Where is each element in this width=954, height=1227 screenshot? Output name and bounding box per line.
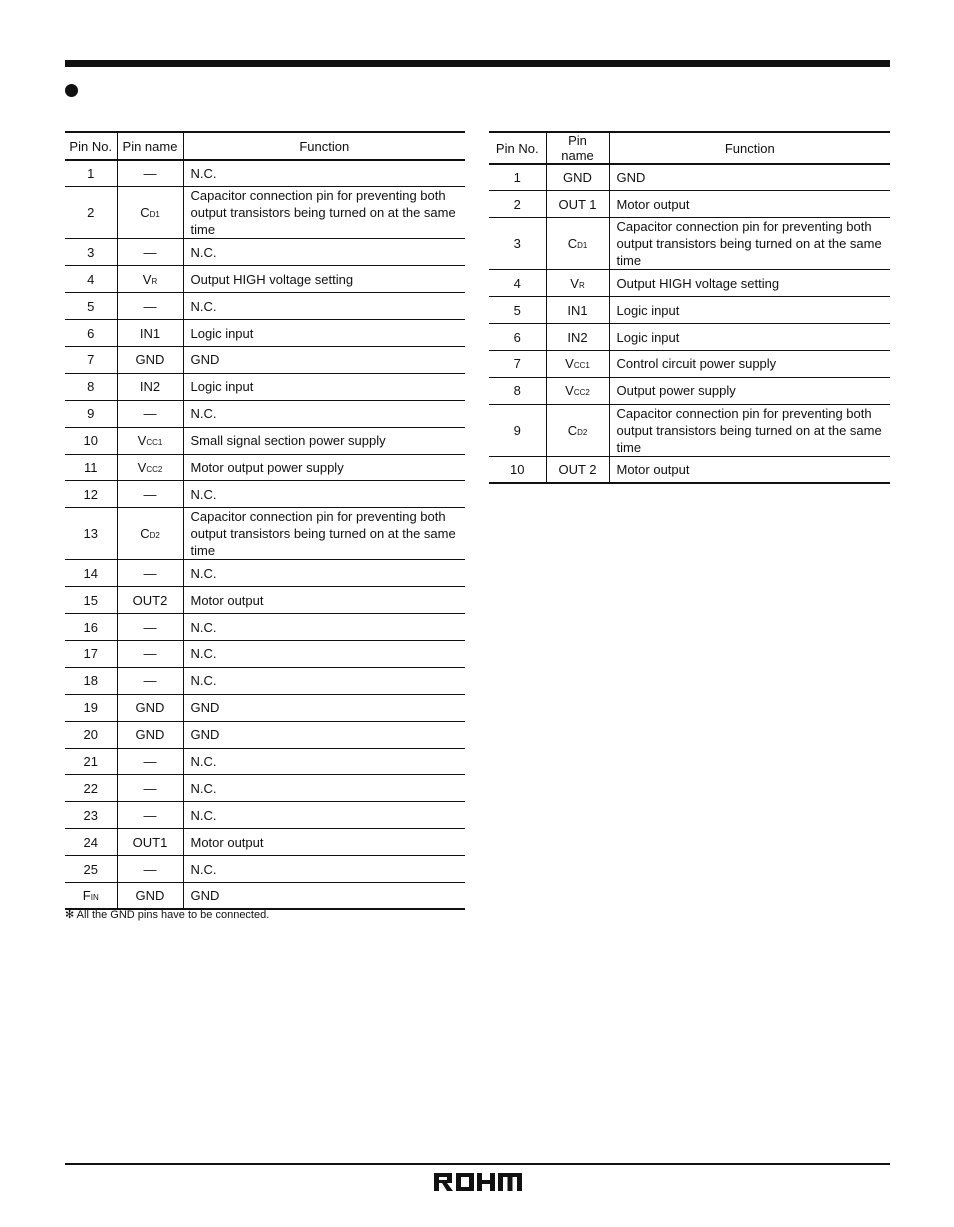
pin-number: 20	[65, 721, 117, 748]
pin-name: —	[117, 560, 183, 587]
pin-name: GND	[117, 721, 183, 748]
pin-number: 1	[489, 164, 546, 191]
table-row	[489, 350, 890, 377]
pin-function: N.C.	[183, 748, 465, 775]
table-row	[65, 239, 465, 266]
pin-function: Control circuit power supply	[609, 350, 890, 377]
pin-name: —	[117, 481, 183, 508]
pin-number: 9	[65, 400, 117, 427]
table-row	[65, 587, 465, 614]
pin-function: Logic input	[609, 297, 890, 324]
pin-number: 4	[489, 270, 546, 297]
pin-number: 14	[65, 560, 117, 587]
pin-function: N.C.	[183, 775, 465, 802]
table-row	[65, 802, 465, 829]
table-row	[65, 614, 465, 641]
pin-function: N.C.	[183, 481, 465, 508]
table-row	[489, 456, 890, 483]
pin-name: OUT 2	[546, 456, 609, 483]
pin-function: GND	[183, 346, 465, 373]
pin-name: CD1	[546, 218, 609, 270]
pin-name: —	[117, 856, 183, 883]
table-row	[65, 560, 465, 587]
pin-number: 8	[489, 377, 546, 404]
pin-name: VCC1	[546, 350, 609, 377]
table-header-row	[489, 132, 890, 164]
table-row	[65, 775, 465, 802]
table-row	[65, 187, 465, 239]
pin-name: —	[117, 614, 183, 641]
pin-function: GND	[183, 721, 465, 748]
header-pin-no: Pin No.	[65, 132, 117, 160]
pin-name: GND	[546, 164, 609, 191]
pin-name: VR	[117, 266, 183, 293]
pin-function: GND	[183, 882, 465, 909]
pin-number: 10	[65, 427, 117, 454]
pin-number: 15	[65, 587, 117, 614]
table-row	[489, 164, 890, 191]
pin-name: VCC1	[117, 427, 183, 454]
top-rule	[65, 60, 890, 67]
table-row	[65, 721, 465, 748]
table-row	[65, 667, 465, 694]
pin-number: 2	[489, 191, 546, 218]
pin-name: OUT1	[117, 829, 183, 856]
pin-number: 13	[65, 508, 117, 560]
pin-function: Capacitor connection pin for preventing both output transistors being turned on at the same time	[183, 508, 465, 560]
table-row	[65, 856, 465, 883]
pin-number: 3	[489, 218, 546, 270]
pin-function: N.C.	[183, 560, 465, 587]
rohm-logo	[433, 1172, 523, 1192]
table-row	[65, 454, 465, 481]
pin-function: N.C.	[183, 160, 465, 187]
pin-name: CD2	[117, 508, 183, 560]
table-row	[65, 694, 465, 721]
pin-number: 24	[65, 829, 117, 856]
pin-function: Output HIGH voltage setting	[609, 270, 890, 297]
pin-number: 6	[489, 324, 546, 351]
pin-number: 2	[65, 187, 117, 239]
pin-function: Logic input	[609, 324, 890, 351]
table-row	[65, 427, 465, 454]
pin-number: 7	[489, 350, 546, 377]
table-row	[65, 640, 465, 667]
pin-function: Capacitor connection pin for preventing both output transistors being turned on at the same time	[609, 404, 890, 456]
table-row	[65, 508, 465, 560]
pin-function: N.C.	[183, 856, 465, 883]
table-row	[489, 218, 890, 270]
pin-number: 9	[489, 404, 546, 456]
pin-number: 3	[65, 239, 117, 266]
pin-function: GND	[183, 694, 465, 721]
pin-name: GND	[117, 346, 183, 373]
pin-function: N.C.	[183, 802, 465, 829]
bottom-rule	[65, 1163, 890, 1165]
pin-function: GND	[609, 164, 890, 191]
pin-function: N.C.	[183, 640, 465, 667]
pin-number: 7	[65, 346, 117, 373]
pin-name: —	[117, 640, 183, 667]
pin-function: N.C.	[183, 400, 465, 427]
table-row	[65, 400, 465, 427]
pin-number: 25	[65, 856, 117, 883]
pin-number: 1	[65, 160, 117, 187]
pin-name: IN2	[117, 373, 183, 400]
pin-name: GND	[117, 882, 183, 909]
pin-number: 17	[65, 640, 117, 667]
table-row	[489, 297, 890, 324]
footnote: ✻ All the GND pins have to be connected.	[65, 909, 270, 921]
pin-function: N.C.	[183, 239, 465, 266]
pin-function: N.C.	[183, 614, 465, 641]
pin-function: N.C.	[183, 667, 465, 694]
pin-name: —	[117, 160, 183, 187]
pin-table-right	[489, 131, 890, 484]
table-row	[65, 829, 465, 856]
pin-number: FIN	[65, 882, 117, 909]
table-row	[489, 404, 890, 456]
table-row	[65, 481, 465, 508]
pin-name: IN1	[117, 320, 183, 347]
pin-name: —	[117, 400, 183, 427]
pin-number: 5	[65, 293, 117, 320]
pin-name: GND	[117, 694, 183, 721]
pin-number: 10	[489, 456, 546, 483]
pin-name: —	[117, 802, 183, 829]
header-pin-name: Pin name	[546, 132, 609, 164]
pin-function: Motor output power supply	[183, 454, 465, 481]
pin-function: Small signal section power supply	[183, 427, 465, 454]
pin-function: Output power supply	[609, 377, 890, 404]
pin-function: Motor output	[609, 456, 890, 483]
pin-number: 6	[65, 320, 117, 347]
pin-name: CD1	[117, 187, 183, 239]
pin-function: Motor output	[609, 191, 890, 218]
pin-name: VR	[546, 270, 609, 297]
pin-function: Logic input	[183, 320, 465, 347]
pin-number: 12	[65, 481, 117, 508]
table-row	[65, 160, 465, 187]
pin-function: Motor output	[183, 829, 465, 856]
pin-number: 11	[65, 454, 117, 481]
table-row	[65, 882, 465, 909]
pin-name: VCC2	[546, 377, 609, 404]
pin-number: 21	[65, 748, 117, 775]
pin-function: Motor output	[183, 587, 465, 614]
pin-number: 16	[65, 614, 117, 641]
pin-function: Logic input	[183, 373, 465, 400]
table-row	[65, 293, 465, 320]
pin-table-left	[65, 131, 465, 910]
pin-function: Output HIGH voltage setting	[183, 266, 465, 293]
pin-function: Capacitor connection pin for preventing both output transistors being turned on at the same time	[609, 218, 890, 270]
pin-name: VCC2	[117, 454, 183, 481]
table-header-row	[65, 132, 465, 160]
table-row	[65, 373, 465, 400]
table-row	[65, 320, 465, 347]
table-row	[489, 377, 890, 404]
pin-name: —	[117, 293, 183, 320]
pin-number: 5	[489, 297, 546, 324]
section-bullet-icon	[65, 84, 78, 97]
header-function: Function	[183, 132, 465, 160]
pin-number: 8	[65, 373, 117, 400]
pin-function: N.C.	[183, 293, 465, 320]
pin-name: —	[117, 667, 183, 694]
pin-name: —	[117, 239, 183, 266]
header-pin-no: Pin No.	[489, 132, 546, 164]
table-row	[65, 748, 465, 775]
pin-number: 19	[65, 694, 117, 721]
pin-name: —	[117, 775, 183, 802]
pin-name: OUT 1	[546, 191, 609, 218]
pin-name: IN2	[546, 324, 609, 351]
table-row	[65, 266, 465, 293]
pin-number: 4	[65, 266, 117, 293]
header-pin-name: Pin name	[117, 132, 183, 160]
pin-number: 22	[65, 775, 117, 802]
pin-name: IN1	[546, 297, 609, 324]
pin-name: OUT2	[117, 587, 183, 614]
pin-name: —	[117, 748, 183, 775]
header-function: Function	[609, 132, 890, 164]
pin-number: 18	[65, 667, 117, 694]
table-row	[65, 346, 465, 373]
table-row	[489, 191, 890, 218]
pin-function: Capacitor connection pin for preventing both output transistors being turned on at the same time	[183, 187, 465, 239]
pin-number: 23	[65, 802, 117, 829]
table-row	[489, 270, 890, 297]
pin-name: CD2	[546, 404, 609, 456]
table-row	[489, 324, 890, 351]
